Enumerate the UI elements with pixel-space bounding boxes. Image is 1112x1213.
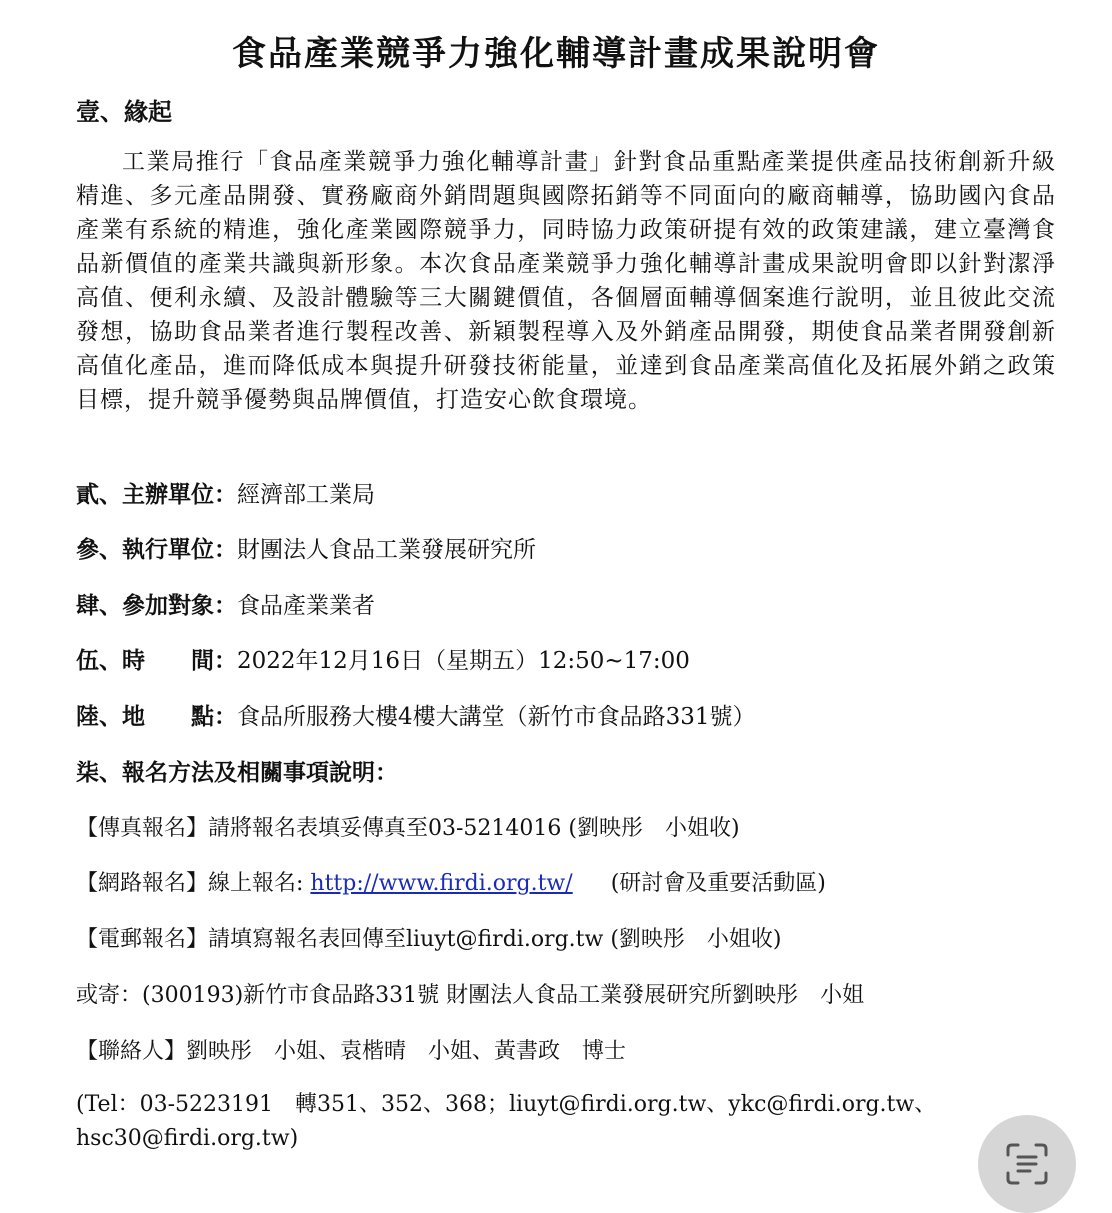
online-registration	[76, 866, 826, 897]
tel-info	[76, 1088, 976, 1156]
section-heading-origin: 壹、緣起	[76, 97, 172, 126]
organizer-value: 經濟部工業局	[237, 482, 375, 508]
document-title: 食品產業競爭力強化輔導計畫成果說明會	[232, 34, 880, 74]
online-registration-suffix: (研討會及重要活動區)	[610, 871, 826, 896]
location-value: 食品所服務大樓4樓大講堂（新竹市食品路331號）	[237, 704, 756, 730]
scan-text-icon	[1005, 1142, 1049, 1186]
origin-paragraph: 工業局推行「食品產業競爭力強化輔導計畫」針對食品重點產業提供產品技術創新升級精進、多元產品開發、實務廠商外銷問題與國際拓銷等不同面向的廠商輔導，協助國內食品產業有系統的精進，強化產業國際競爭力，同時協力政策研提有效的政策建議，建立臺灣食品新價值的產業共識與新形象。本次食品產業競爭力強化輔導計畫成果說明會即以針對潔淨高值、便利永續、及設計體驗等三大關鍵價值，各個層面輔導個案進行說明，並且彼此交流發想，協助食品業者進行製程改善、新穎製程導入及外銷產品開發，期使食品業者開發創新高值化產品，進而降低成本與提升研發技術能量，並達到食品產業高值化及拓展外銷之政策目標，提升競爭優勢與品牌價值，打造安心飲食環境。	[76, 149, 1056, 413]
mail-registration: 或寄：(300193)新竹市食品路331號 財團法人食品工業發展研究所劉映彤 小姐	[76, 983, 865, 1008]
audience-label: 肆、參加對象：	[76, 592, 237, 619]
fax-registration: 【傳真報名】請將報名表填妥傳真至03-5214016 (劉映彤 小姐收)	[76, 816, 740, 841]
location-row	[76, 698, 756, 731]
organizer-label: 貳、主辦單位：	[76, 481, 237, 508]
time-row	[76, 642, 690, 675]
contact-persons: 【聯絡人】劉映彤 小姐、袁楷晴 小姐、黃書政 博士	[76, 1039, 627, 1064]
audience-row	[76, 587, 375, 620]
tel-line-2: hsc30@firdi.org.tw)	[76, 1126, 299, 1151]
time-value: 2022年12月16日（星期五）12:50~17:00	[237, 648, 690, 674]
executor-row	[76, 531, 536, 564]
tel-line-1: (Tel：03-5223191 轉351、352、368；liuyt@firdi.org.tw、ykc@firdi.org.tw、	[76, 1092, 937, 1117]
audience-value: 食品產業業者	[237, 593, 375, 619]
organizer-row	[76, 476, 375, 509]
executor-value: 財團法人食品工業發展研究所	[237, 537, 536, 563]
location-label: 陸、地 點：	[76, 703, 237, 730]
registration-link[interactable]: http://www.firdi.org.tw/	[310, 871, 573, 896]
email-registration: 【電郵報名】請填寫報名表回傳至liuyt@firdi.org.tw (劉映彤 小姐收)	[76, 927, 782, 952]
registration-heading: 柒、報名方法及相關事項說明：	[76, 759, 398, 786]
online-registration-prefix: 【網路報名】線上報名:	[76, 871, 311, 896]
registration-heading-row	[76, 754, 398, 787]
executor-label: 參、執行單位：	[76, 536, 237, 563]
time-label: 伍、時 間：	[76, 647, 237, 674]
scan-text-button[interactable]	[978, 1115, 1076, 1213]
